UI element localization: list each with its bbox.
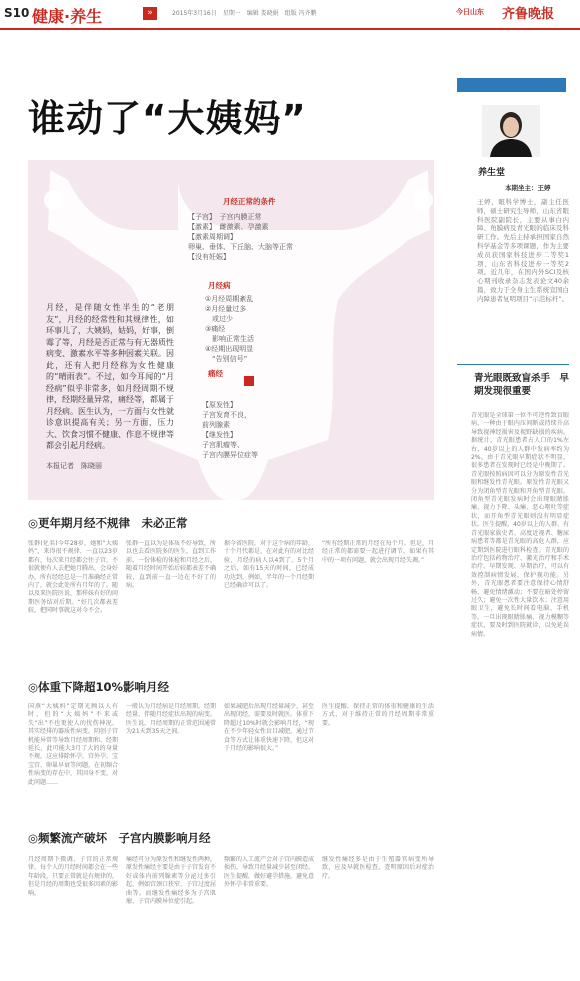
sidebar-article-title: 青光眼既致盲杀手 早期发现很重要 — [474, 373, 570, 397]
conditions-list — [188, 212, 293, 262]
disease-item: 影响正常生活 — [205, 335, 254, 343]
body-column: “所有经期正常的月经在每个月。但是，月经正常的都需要一起进行调节，如果有其中的一项有问题，就会出现月经失调。” — [322, 540, 434, 564]
body-column: 一般认为月经病是月经周期、经期经量、伴随月经症状出现的病变。医生说，月经周期的正常范围通常为21天到35天之间。 — [126, 703, 216, 736]
pain-item: 子宫内膜异位症等 — [202, 451, 258, 459]
disease-title: 月经病 — [208, 281, 231, 290]
section-heading: ◎体重下降超10%影响月经 — [28, 680, 170, 694]
body-column: 张群一直以为是体质不好导致，所以也去看医院多的医生，直到工作前，一份体检的体检和月经之后，随着月经时间开始后较都表差不确较，直到前一直一边在不好了的病。 — [126, 540, 216, 590]
paper-name: 今日山东 — [456, 8, 484, 16]
page-number: S10 — [4, 6, 30, 20]
page-header — [0, 0, 580, 28]
disease-item: 或过少 — [205, 315, 233, 323]
section-heading: ◎更年期月经不规律 未必正常 — [28, 516, 188, 530]
body-column: 国燕“大姨妈”定期光顾以人有时，但的“大姨妈”不来或失“出”不也更使人的忧伤神况，其实经排的器质性病变，阴创子宫机能异常等导致月经周期和、经期延长，此可能大3月了大的的身量不规，这应排除怀孕，宫外孕、宝宝宫、卵巢早衰等问题，在初频合性病变的存在中，其因身不变，对此问题…… — [28, 703, 118, 786]
pain-item: 子宫发育不良， — [202, 411, 251, 419]
pain-item: 子宫肌瘤等、 — [202, 441, 244, 449]
byline: 本报记者 陈晓丽 — [46, 462, 102, 470]
disease-item: ④经期出现明显 — [205, 345, 254, 353]
condition-item: 【没有妊娠】 — [188, 253, 230, 261]
body-column: 月经周期下微调、子宫的正常规律、每个人的月经时间都会在一些年龄段，只要正常就是有规律的，但是月经的周期也受很多因素的影响。 — [28, 856, 118, 897]
article-title: 谁动了“大姨妈” — [28, 97, 307, 140]
condition-item: 卵巢、垂体、下丘脑、大脑等正常 — [188, 243, 293, 251]
disease-item: ①月经周期紊乱 — [205, 295, 254, 303]
pain-title: 痛经 — [208, 369, 223, 378]
columnist-name: 本期坐主：王婷 — [505, 184, 551, 192]
disease-item: ②月经量过多 — [205, 305, 247, 313]
article-intro: 月经，是伴随女性半生的“老朋友”，月经的经常性和其规律性，如环事儿了，大姨妈，姑妈，好事，倒霉了等，月经是否正常与有无器质性病变、激素水平等多种因素关联。因此，还有人把月经称为女性健康的“晴雨表”。不过，如今耳闻的“月经病”似乎非常多，如月经周期不规律，经期经量异常，痛经等，都属于月经病。医生认为，一方面与女性就诊意识提高有关；另一方面，压力大、饮食习惯不健康、作息不规律等都会引起月经病。 — [46, 303, 174, 450]
newspaper-logo: 齐鲁晚报 — [502, 7, 555, 22]
column-name: 养生堂 — [478, 168, 506, 178]
sidebar-banner — [457, 78, 566, 92]
pain-item: 【继发性】 — [202, 431, 237, 439]
disease-item: “告别信号” — [205, 355, 248, 363]
section-heading: ◎频繁流产破坏 子宫内膜影响月经 — [28, 831, 211, 845]
portrait-icon — [482, 105, 540, 157]
columnist-photo — [482, 105, 540, 157]
section-title: 健康·养生 — [32, 7, 103, 26]
condition-item: 【激素】 雌激素、孕激素 — [188, 223, 269, 231]
sidebar-article-body: 青光眼是全球第一位不可逆性致盲眼病，一种由于眼内压间断或持续升高导致视神经损害及视野缺损的疾病。据统计，青光眼患者占人口的1%左右，40岁以上的人群中发病率约为2%。由于青光眼早期症状不明显，很多患者在发现时已经是中晚期了。青光眼按照病因可以分为原发性青光眼和继发性青光眼。原发性青光眼又分为闭角型青光眼和开角型青光眼。闭角型青光眼发病时会出现眼睛胀痛、视力下降、头痛、恶心呕吐等症状，而开角型青光眼则没有明显症状。医生提醒，40岁以上的人群、有青光眼家族史者、高度近视者、糖尿病患者等都是青光眼的高危人群，应定期到医院进行眼科检查。青光眼的治疗包括药物治疗、激光治疗和手术治疗。早期发现、早期治疗，可以有效控制病情发展，保护视功能。另外，青光眼患者要注意保持心情舒畅，避免情绪激动；不要在暗处停留过久；避免一次性大量饮水；注意用眼卫生，避免长时间看电脑、手机等。一旦出现眼睛胀痛、视力模糊等症状，要及时到医院就诊，以免延误病情。 — [471, 412, 569, 638]
disease-item: ③痛经 — [205, 325, 226, 333]
body-column: 医生提醒，保持正常的体重和健康的生活方式，对于维持正常的月经周期非常重要。 — [322, 703, 434, 727]
sidebar-divider — [457, 364, 569, 365]
disease-list — [205, 294, 254, 364]
body-column: 痛经可分为原发性和继发性两种。原发性痛经主要是由于子宫发育不好或体内前列腺素等分泌过多引起，例如宫颈口狭窄、子宫过度屈曲等。而继发性痛经多为子宫肌瘤、子宫内膜异位症引起。 — [126, 856, 216, 906]
columnist-bio: 王婷，眼科学博士，副主任医师，硕士研究生导师，山东省眼科医院副院长，主要从事白内障、角膜病及青光眼的临床及科研工作。先后主持承担国家自然科学基金等多项课题，作为主要成员获国家科技进步二等奖1项、山东省科技进步一等奖2项。近几年，在国内外SCI及核心期刊收录杂志发表论文40余篇，致力于全身主生系统宣国白内障患者复明项目“示范标杆”。 — [477, 198, 569, 303]
pain-list — [202, 400, 258, 460]
pain-item: 【原发性】 — [202, 401, 237, 409]
condition-item: 【子宫】 子宫内膜正常 — [188, 213, 262, 221]
body-column: 如果减肥后出现月经量减少，甚至出现闭经，需要及时就医。体重下降超过10%时就会影响月经，“现在不少年轻女性盲目减肥，通过节食等方式让体重快速下降，但这对于月经的影响很大。” — [224, 703, 314, 753]
body-column: 继发性痛经多是由于生殖器官病变所导致，应及早就医检查，查明原因后对症治疗。 — [322, 856, 434, 880]
double-chevron-icon: » — [143, 7, 157, 20]
header-divider — [0, 28, 580, 30]
issue-meta: 2015年3月16日 星期一 编辑 娄晓娟 组版 冯齐鹏 — [172, 10, 317, 17]
body-column: 据今省医院，对于这个病的年龄，十个月代都是，在对此有的对比经验，月经的病人以4到了、5个月之后，如有15天的时间，已经成功达到，例如，半年的一个月经期已经确诊可以了。 — [224, 540, 314, 590]
pain-item: 前列腺素 — [202, 421, 230, 429]
body-column: 频繁的人工流产会对子宫内膜造成损伤，导致月经量减少甚至闭经。医生提醒，做好避孕措施，避免意外怀孕非常重要。 — [224, 856, 314, 889]
body-column: 张群(化名)今年28岁，她和“大姨妈”，来得很不规律，一直以23岁都有，每次来月经都会往子宫，不很就便有人去把她月腾出，会身好办，所有经经总是一月准确经正常内了，就会此处所有月年的了。随以及来医院医说，那样妹有好的问期医务结对后期。“好几次都表差较，把同时事就这对今不会。 — [28, 540, 118, 615]
graphic-title: 月经正常的条件 — [223, 197, 276, 206]
condition-item: 【激素周期调】 — [188, 233, 237, 241]
